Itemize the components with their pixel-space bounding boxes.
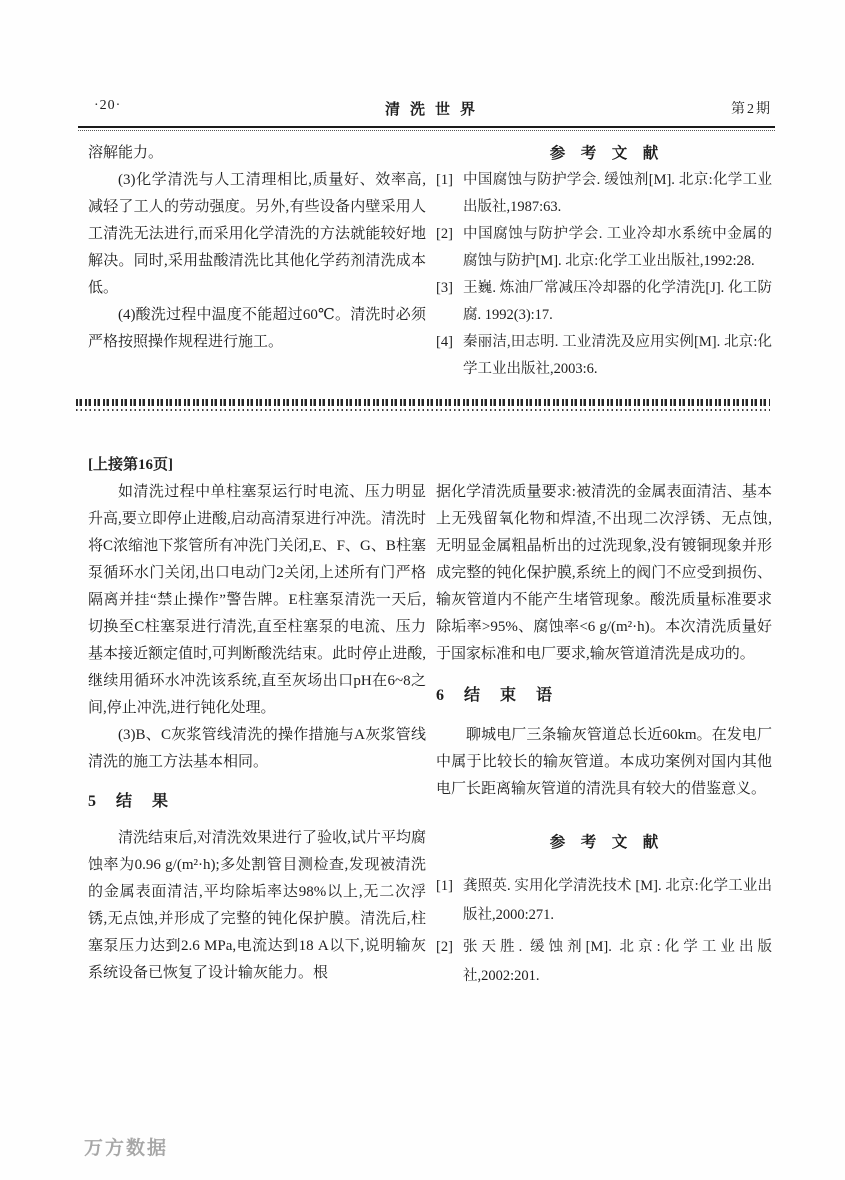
paragraph-continuation: 据化学清洗质量要求:被清洗的金属表面清洁、基本上无残留氧化物和焊渣,不出现二次浮锈、无点蚀,无明显金属粗晶析出的过洗现象,没有镀铜现象并形成完整的钝化保护膜,系统上的阀门不应受到损伤、输灰管道内不能产生堵管现象。酸洗质量标准要求除垢率>95%、腐蚀率<6 g/(m²·h)。本次清洗质量好于国家标准和电厂要求,输灰管道清洗是成功的。 [436,484,772,662]
reference-text: 龚照英. 实用化学清洗技术 [M]. 北京:化学工业出版社,2000:271. [463,878,772,923]
top-left-paragraphs [88,167,426,356]
reference-label: [1] [436,878,453,894]
running-header [88,98,772,120]
bottom-left-column [88,452,426,987]
conclusion-paragraph: 聊城电厂三条输灰管道总长近60km。在发电厂中属于比较长的输灰管道。本成功案例对国内其他电厂长距离输灰管道的清洗具有较大的借鉴意义。 [436,727,772,797]
reference-item [436,275,772,329]
reference-text: 中国腐蚀与防护学会. 工业冷却水系统中金属的腐蚀与防护[M]. 北京:化学工业出版社,1992:28. [463,226,772,269]
issue-label: 第2期 [731,102,772,117]
paragraph: (4)酸洗过程中温度不能超过60℃。清洗时必须严格按照操作规程进行施工。 [88,307,426,350]
bottom-left-paragraphs [88,479,426,776]
header-rule [78,126,775,134]
paragraph-continuation: 溶解能力。 [88,145,164,161]
result-paragraph: 清洗结束后,对清洗效果进行了验收,试片平均腐蚀率为0.96 g/(m²·h);多处割管目测检查,发现被清洗的金属表面清洁,平均除垢率达98%以上,无二次浮锈,无点蚀,并形成了完整的钝化保护膜。清洗后,柱塞泵压力达到2.6 MPa,电流达到18 A以下,说明输灰系统设备已恢复了设计输灰能力。根 [88,830,426,981]
section-5-heading: 5 结 果 [88,793,171,810]
wanfang-watermark: 万方数据 [84,1138,169,1159]
reference-label: [4] [436,334,453,350]
references-list [436,872,772,991]
reference-item [436,167,772,221]
reference-text: 王巍. 炼油厂常减压冷却器的化学清洗[J]. 化工防腐. 1992(3):17. [463,280,772,323]
reference-text: 张天胜. 缓蚀剂[M]. 北京:化学工业出版社,2002:201. [463,939,772,984]
journal-title: 清洗世界 [384,102,486,118]
reference-label: [2] [436,939,453,955]
paragraph: (3)化学清洗与人工清理相比,质量好、效率高,减轻了工人的劳动强度。另外,有些设备内壁采用人工清洗无法进行,而采用化学清洗的方法就能较好地解决。同时,采用盐酸清洗比其他化学药剂清洗成本低。 [88,172,426,296]
reference-item [436,221,772,275]
bottom-right-column [436,479,772,994]
page-number: ·20· [94,98,122,113]
references-list [436,167,772,383]
references-heading: 参 考 文 献 [549,145,659,162]
reference-item [436,933,772,991]
reference-text: 中国腐蚀与防护学会. 缓蚀剂[M]. 北京:化学工业出版社,1987:63. [463,172,772,215]
continued-from-note: [上接第16页] [88,457,173,473]
section-6-heading: 6 结 束 语 [436,687,555,704]
reference-item [436,329,772,383]
paragraph: 如清洗过程中单柱塞泵运行时电流、压力明显升高,要立即停止进酸,启动高清泵进行冲洗。清洗时将C浓缩池下浆管所有冲洗门关闭,E、F、G、B柱塞泵循环水门关闭,出口电动门2关闭,上述所有门严格隔离并挂“禁止操作”警告牌。E柱塞泵清洗一天后,切换至C柱塞泵进行清洗,直至柱塞泵的电流、压力基本接近额定值时,可判断酸洗结束。此时停止进酸,继续用循环水冲洗该系统,直至灰场出口pH在6~8之间,停止冲洗,进行钝化处理。 [88,484,426,716]
reference-label: [1] [436,172,453,188]
reference-item [436,872,772,930]
reference-label: [2] [436,226,453,242]
top-left-column [88,140,426,356]
separator-band [76,399,770,411]
top-right-column [436,140,772,383]
references-heading: 参 考 文 献 [549,834,659,851]
reference-label: [3] [436,280,453,296]
reference-text: 秦丽洁,田志明. 工业清洗及应用实例[M]. 北京:化学工业出版社,2003:6. [463,334,772,377]
paragraph: (3)B、C灰浆管线清洗的操作措施与A灰浆管线清洗的施工方法基本相同。 [88,727,426,770]
